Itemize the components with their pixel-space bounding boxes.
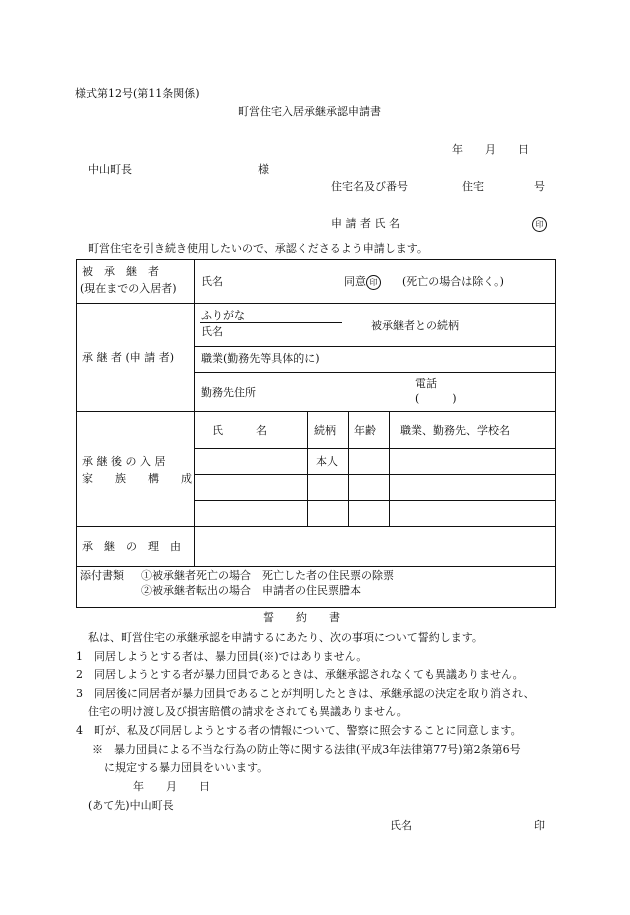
- occupation-label[interactable]: 職業(勤務先等具体的に): [201, 352, 320, 365]
- consent-note: (死亡の場合は除く。): [402, 275, 504, 288]
- family-label: 承 継 後 の 入 居: [82, 455, 166, 468]
- honorific: 様: [258, 163, 269, 176]
- pledge-name-label[interactable]: 氏名: [390, 819, 412, 832]
- furigana-label[interactable]: ふりがな: [201, 309, 245, 322]
- relationship-label[interactable]: 被承継者との続柄: [371, 319, 459, 332]
- predecessor-label: 被 承 継 者: [82, 265, 159, 278]
- workplace-label[interactable]: 勤務先住所: [201, 386, 256, 399]
- pledge-item-3: 3 同居後に同居者が暴力団員であることが判明したときは、承継承認の決定を取り消され、: [76, 687, 535, 700]
- pledge-item-2: 2 同居しようとする者が暴力団員であるときは、承継承認されなくても異議ありません。: [76, 668, 524, 681]
- addressee: 中山町長: [88, 163, 132, 176]
- pledge-item-4: 4 町が、私及び同居しようとする者の情報について、警察に照会することに同意します。: [76, 724, 522, 737]
- family-header-age: 年齢: [354, 424, 376, 437]
- form-number: 様式第12号(第11条関係): [75, 87, 200, 100]
- applicant-name-label: 申 請 者 氏 名: [331, 217, 400, 230]
- housing-suffix: 住宅: [462, 180, 484, 193]
- family-header-name: 氏 名: [212, 424, 267, 437]
- application-date[interactable]: 年 月 日: [452, 143, 529, 156]
- document-title: 町営住宅入居承継承認申請書: [238, 105, 381, 118]
- pledge-addressee: (あて先)中山町長: [88, 799, 174, 812]
- successor-name-label[interactable]: 氏名: [201, 325, 223, 338]
- pledge-note: ※ 暴力団員による不当な行為の防止等に関する法律(平成3年法律第77号)第2条第6号: [92, 743, 521, 756]
- reason-label: 承 継 の 理 由: [82, 540, 181, 553]
- consent-seal: 印: [366, 275, 381, 290]
- predecessor-sublabel: (現在までの入居者): [80, 282, 177, 295]
- family-sublabel: 家 族 構 成: [82, 472, 192, 485]
- pledge-intro: 私は、町営住宅の承継承認を申請するにあたり、次の事項について誓約します。: [88, 631, 483, 644]
- pledge-title: 誓 約 書: [263, 611, 340, 624]
- applicant-seal: 印: [532, 217, 547, 232]
- family-header-occupation: 職業、勤務先、学校名: [400, 424, 510, 437]
- pledge-date[interactable]: 年 月 日: [133, 780, 210, 793]
- housing-number-suffix: 号: [534, 180, 545, 193]
- attach-label: 添付書類: [80, 569, 124, 582]
- attach-item-2: ②被承継者転出の場合 申請者の住民票謄本: [141, 584, 361, 597]
- phone-field[interactable]: ( ): [415, 392, 457, 405]
- request-text: 町営住宅を引き続き使用したいので、承認くださるよう申請します。: [88, 242, 428, 255]
- housing-name-label: 住宅名及び番号: [331, 180, 408, 193]
- family-header-relation: 続柄: [314, 424, 336, 437]
- pledge-seal: 印: [534, 819, 545, 832]
- family-self: 本人: [316, 455, 338, 468]
- pledge-item-1: 1 同居しようとする者は、暴力団員(※)ではありません。: [76, 650, 368, 663]
- consent-label: 同意: [344, 275, 366, 288]
- pledge-note-cont: に規定する暴力団員をいいます。: [104, 761, 269, 774]
- successor-label: 承 継 者 (申 請 者): [82, 351, 175, 364]
- attach-item-1: ①被承継者死亡の場合 死亡した者の住民票の除票: [141, 569, 394, 582]
- pledge-item-3-cont: 住宅の明け渡し及び損害賠償の請求をされても異議ありません。: [88, 705, 408, 718]
- predecessor-name-label[interactable]: 氏名: [201, 275, 223, 288]
- phone-label: 電話: [415, 377, 437, 390]
